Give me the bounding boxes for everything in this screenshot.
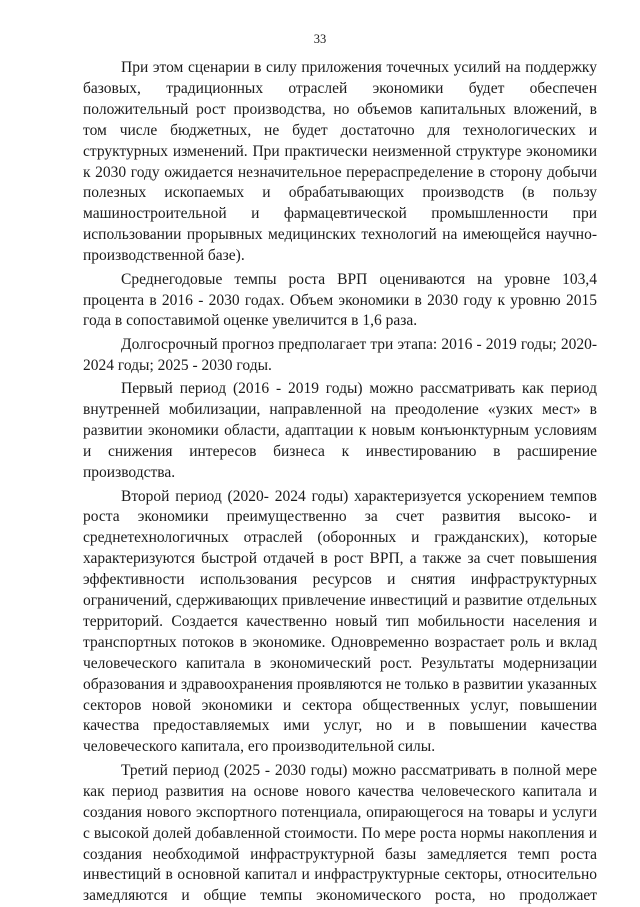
- paragraph-first-period: Первый период (2016 - 2019 годы) можно рассматривать как период внутренней мобилизации, направленной на преодоление «узких мест» в развитии экономики области, адаптации к новым конъюнктурным условиям и снижения интересов бизнеса к инвестированию в расширение производства.: [83, 380, 597, 481]
- paragraph-grp-growth: Среднегодовые темпы роста ВРП оцениваются на уровне 103,4 процента в 2016 - 2030 годах. Объем экономики в 2030 году к уровню 2015 года в сопоставимой оценке увеличится в 1,6 раза.: [83, 270, 597, 330]
- paragraph-scenario: При этом сценарии в силу приложения точечных усилий на поддержку базовых, традиционных отраслей экономики будет обеспечен положительный рост производства, но объемов капитальных вложений, в том числе бюджетных, не будет достаточно для технологических и структурных изменений. При практически неизменной структуре экономики к 2030 году ожидается незначительное перераспределение в сторону добычи полезных ископаемых и обрабатывающих производств (в пользу машиностроительной и фармацевтической промышленности при использовании прорывных медицинских технологий на имеющейся научно-производственной базе).: [83, 59, 597, 265]
- paragraph-second-period: Второй период (2020- 2024 годы) характеризуется ускорением темпов роста экономики преимущественно за счет развития высоко- и среднетехнологичных отраслей (оборонных и гражданских), которые характеризуются быстрой отдачей в рост ВРП, а также за счет повышения эффективности использования ресурсов и снятия инфраструктурных ограничений, сдерживающих привлечение инвестиций и развитие отдельных территорий. Создается качественно новый тип мобильности населения и транспортных потоков в экономике. Одновременно возрастает роль и вклад человеческого капитала в экономический рост. Результаты модернизации образования и здравоохранения проявляются не только в развитии указанных секторов новой экономики и сектора общественных услуг, повышении качества предоставляемых ими услуг, но и в повышении качества человеческого капитала, его производительной силы.: [83, 487, 597, 756]
- page-number: 33: [313, 32, 327, 46]
- body-text: [83, 58, 597, 907]
- paragraph-forecast-stages: Долгосрочный прогноз предполагает три этапа: 2016 - 2019 годы; 2020-2024 годы; 2025 - 2030 годы.: [83, 335, 597, 374]
- paragraph-third-period: Третий период (2025 - 2030 годы) можно рассматривать в полной мере как период развития на основе нового качества человеческого капитала и создания нового экспортного потенциала, опирающегося на товары и услуги с высокой долей добавленной стоимости. По мере роста нормы накопления и создания необходимой инфраструктурной базы замедляется темп роста инвестиций в основной капитал и инфраструктурные секторы, относительно замедляются и общие темпы экономического роста, но продолжает: [83, 761, 597, 905]
